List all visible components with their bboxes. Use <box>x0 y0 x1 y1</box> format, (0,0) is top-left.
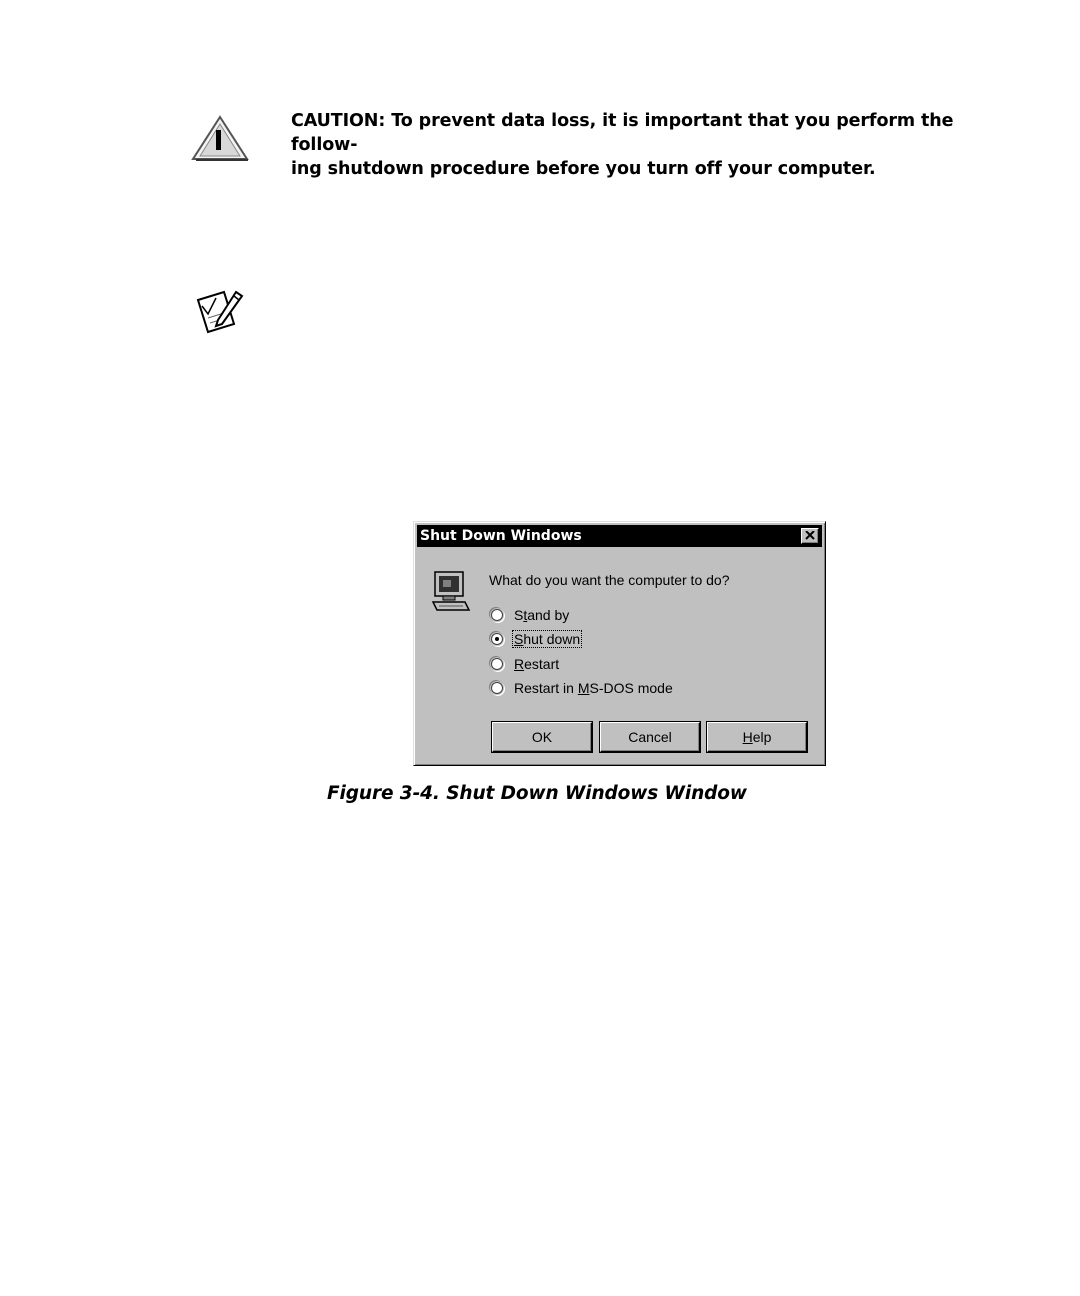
help-button[interactable]: Help <box>707 722 807 752</box>
ok-button[interactable]: OK <box>492 722 592 752</box>
radio-restart-msdos[interactable] <box>491 682 503 694</box>
dialog-titlebar[interactable] <box>417 525 822 547</box>
radio-restart[interactable] <box>491 658 503 670</box>
radio-stand-by[interactable] <box>491 609 503 621</box>
caution-line-2: ing shutdown procedure before you turn off your computer. <box>291 159 876 179</box>
close-icon <box>805 531 815 540</box>
cancel-button[interactable]: Cancel <box>600 722 700 752</box>
caution-text <box>291 109 991 181</box>
option-restart-label: Restart <box>514 656 560 672</box>
note-pencil-icon <box>194 288 248 336</box>
option-shut-down-label: Shut down <box>514 631 581 647</box>
close-button[interactable] <box>801 528 819 544</box>
dialog-title: Shut Down Windows <box>420 528 582 544</box>
figure-caption: Figure 3-4. Shut Down Windows Window <box>327 783 747 804</box>
computer-icon <box>431 570 471 614</box>
shutdown-dialog <box>413 521 826 766</box>
dialog-prompt: What do you want the computer to do? <box>489 572 730 588</box>
option-restart-msdos-label: Restart in MS-DOS mode <box>514 680 673 696</box>
option-stand-by-label: Stand by <box>514 607 570 623</box>
caution-triangle-icon <box>190 114 250 162</box>
radio-shut-down[interactable] <box>491 633 503 645</box>
caution-line-1: CAUTION: To prevent data loss, it is important that you perform the follow- <box>291 111 954 155</box>
